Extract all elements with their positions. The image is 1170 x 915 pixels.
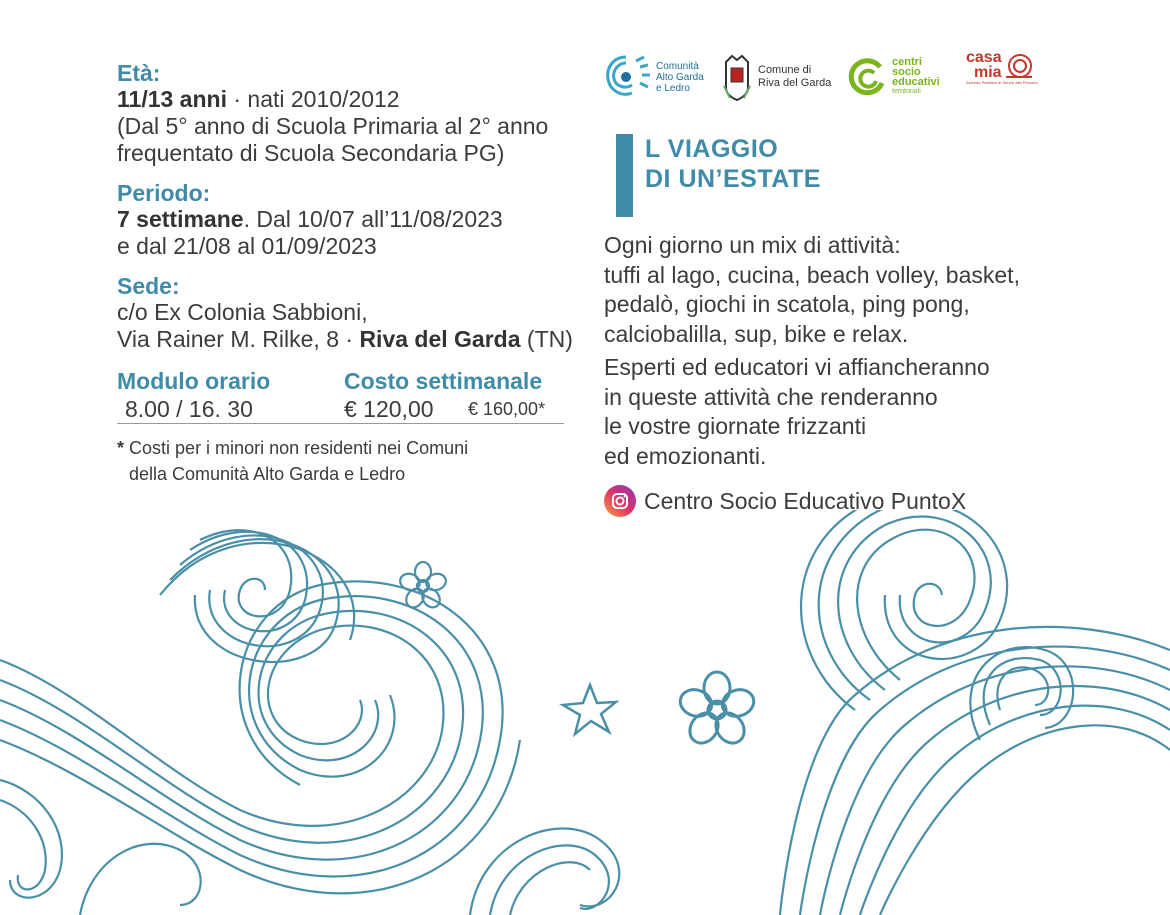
p2-line3: le vostre giornate frizzanti [604,413,867,439]
costo-label: Costo settimanale [344,368,543,394]
logo-centri [848,50,940,104]
periodo-weeks: 7 settimane [117,206,244,232]
eta-age: 11/13 anni [117,86,227,112]
p2-line1: Esperti ed educatori vi affiancheranno [604,354,990,380]
divider [117,423,564,424]
sede-street: Via Rainer M. Rilke, 8 · [117,326,360,352]
sede-city: Riva del Garda [359,326,521,352]
p1-line4: calciobalilla, sup, bike e relax. [604,320,909,347]
comunita-emblem-icon [600,51,652,103]
comune-text2: Riva del Garda [758,77,832,89]
casa-text: casa [966,49,1002,66]
periodo-line2: e dal 21/08 al 01/09/2023 [117,233,377,259]
logo-casa-mia [966,50,1038,104]
eta-label: Età: [117,60,161,86]
snail-icon [1002,50,1036,80]
comunita-text3: e Ledro [656,82,690,94]
p1-line3: pedalò, giochi in scatola, ping pong, [604,291,970,317]
periodo-dates: . Dal 10/07 all’11/08/2023 [243,206,503,232]
eta-line2: (Dal 5° anno di Scuola Primaria al 2° anno [117,113,549,139]
modulo-value: 8.00 / 16. 30 [125,396,253,422]
comunita-text1: Comunità [656,60,699,72]
eta-line3: frequentato di Scuola Secondaria PG) [117,140,505,166]
centri-text1: centri [892,56,922,68]
centri-text4: territoriali [892,88,921,95]
note-line2: della Comunità Alto Garda e Ledro [129,464,406,484]
sede-line2 [117,326,573,353]
costo-alt: € 160,00* [468,399,546,419]
wave-decoration [0,510,1170,915]
section-title [645,134,821,194]
eta-line1 [117,86,400,113]
title-line1: L VIAGGIO [645,135,779,163]
logo-comune [720,50,831,104]
casa-subtitle: Azienda Pubblica di Servizi alla Persona [966,80,1038,85]
comune-text1: Comune di [758,64,812,76]
p2-line4: ed emozionanti. [604,442,767,469]
p2-line2: in queste attività che renderanno [604,383,938,410]
note-star: * [117,438,125,458]
eta-born: · nati 2010/2012 [226,86,400,112]
p1-line1: Ogni giorno un mix di attività: [604,232,901,258]
comunita-text2: Alto Garda [656,71,704,83]
activities-paragraph [604,231,1020,349]
note-line1 [117,435,468,461]
centri-c-icon [848,57,888,97]
p1-line2: tuffi al lago, cucina, beach volley, basket, [604,261,1020,288]
educators-paragraph [604,353,990,471]
instagram-name[interactable]: Centro Socio Educativo PuntoX [644,487,967,514]
coat-of-arms-icon [720,52,754,102]
costo-value: € 120,00 [344,396,434,422]
centri-text3: educativi [892,76,940,88]
sede-line1: c/o Ex Colonia Sabbioni, [117,299,368,325]
logo-comunita [600,50,704,104]
title-line2: DI UN’ESTATE [645,165,821,193]
periodo-line1 [117,206,503,233]
note-text1: Costi per i minori non residenti nei Comuni [129,438,469,458]
periodo-label: Periodo: [117,180,211,206]
title-accent-bar [616,134,633,217]
centri-text2: socio [892,66,921,78]
modulo-label: Modulo orario [117,368,271,394]
mia-text: mia [974,64,1002,81]
sede-province: (TN) [520,326,573,352]
sede-label: Sede: [117,273,180,299]
